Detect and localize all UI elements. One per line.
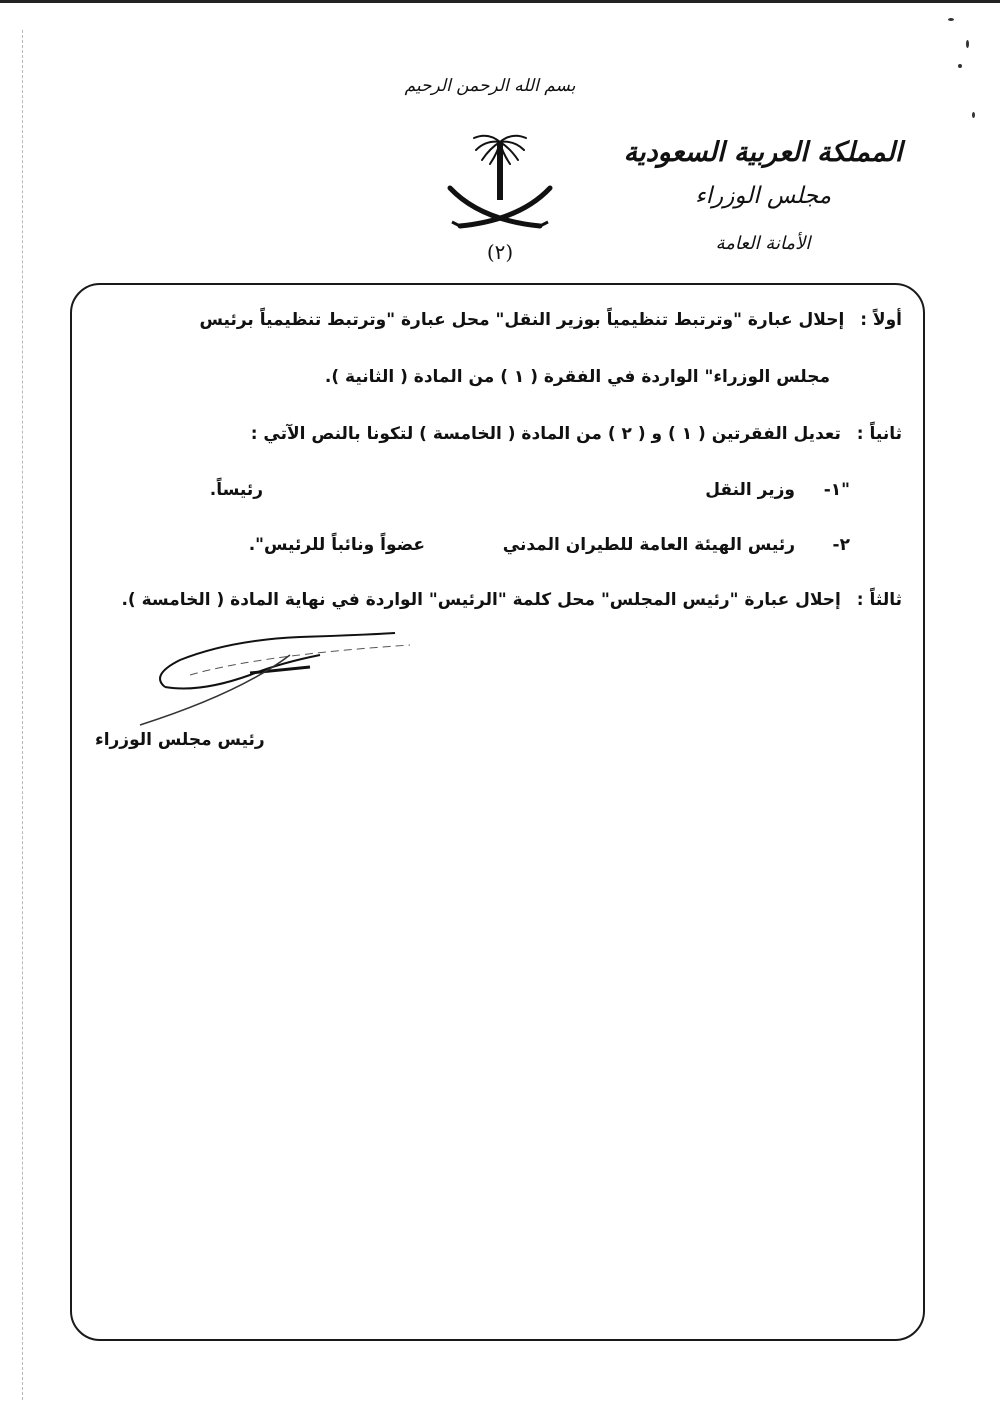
clause-second-label: ثانياً : bbox=[856, 424, 902, 444]
item-2-number: ٢- bbox=[832, 535, 850, 555]
clause-third-label: ثالثاً : bbox=[856, 590, 902, 610]
basmala: بسم الله الرحمن الرحيم bbox=[404, 76, 576, 96]
scan-speck bbox=[958, 64, 962, 68]
item-1-name: وزير النقل bbox=[705, 480, 795, 500]
clause-second-text1: تعديل الفقرتين ( ١ ) و ( ٢ ) من المادة ( الخامسة ) لتكونا بالنص الآتي : bbox=[250, 424, 841, 444]
clause-first-text2: مجلس الوزراء" الواردة في الفقرة ( ١ ) من المادة ( الثانية ). bbox=[324, 367, 830, 387]
signatory-title: رئيس مجلس الوزراء bbox=[95, 730, 265, 750]
clause-first-line1 bbox=[199, 310, 902, 330]
item-1-number: "١- bbox=[823, 480, 850, 500]
scan-speck bbox=[948, 18, 954, 21]
clause-first-text1: إحلال عبارة "وترتبط تنظيمياً بوزير النقل" محل عبارة "وترتبط تنظيمياً برئيس bbox=[199, 310, 845, 330]
handwritten-signature bbox=[110, 615, 420, 745]
palm-swords-emblem-icon bbox=[440, 128, 560, 238]
scan-speck bbox=[972, 112, 975, 118]
clause-second-line1 bbox=[251, 424, 902, 444]
council-name: مجلس الوزراء bbox=[694, 183, 832, 209]
scan-speck bbox=[966, 40, 969, 48]
clause-first-label: أولاً : bbox=[860, 310, 902, 330]
item-2-name: رئيس الهيئة العامة للطيران المدني bbox=[502, 535, 795, 555]
item-2-role: عضواً ونائباً للرئيس". bbox=[248, 535, 425, 555]
letterhead bbox=[618, 130, 908, 264]
item-1-role: رئيساً. bbox=[209, 480, 263, 500]
scan-edge-marks bbox=[22, 30, 23, 1400]
clause-third-line1 bbox=[121, 590, 902, 610]
top-border bbox=[0, 0, 1000, 3]
clause-third-text1: إحلال عبارة "رئيس المجلس" محل كلمة "الرئيس" الواردة في نهاية المادة ( الخامسة ). bbox=[121, 590, 841, 610]
kingdom-name: المملكة العربية السعودية bbox=[623, 137, 903, 168]
secretariat-name: الأمانة العامة bbox=[715, 233, 811, 254]
page-number: (٢) bbox=[486, 240, 514, 264]
